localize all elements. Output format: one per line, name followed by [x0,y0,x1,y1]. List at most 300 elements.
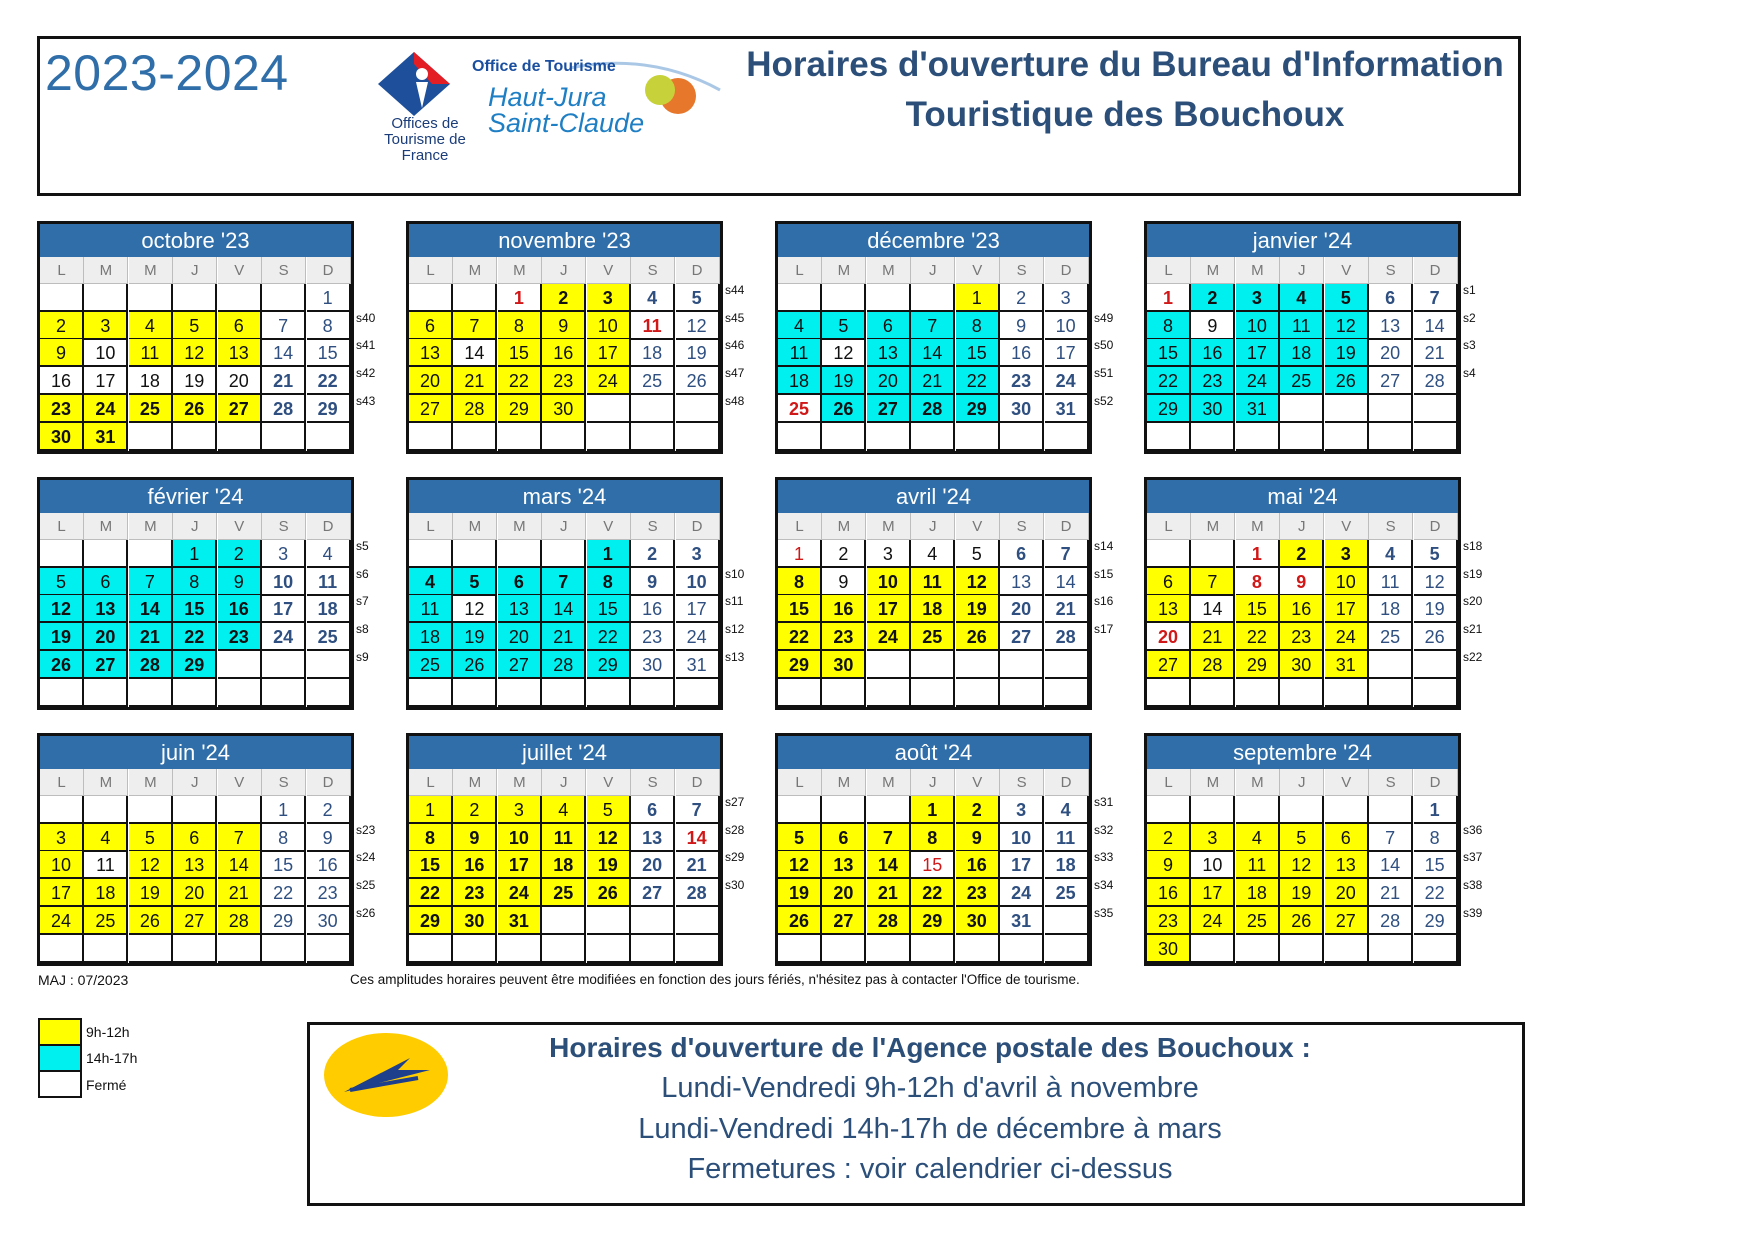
week-number: s32 [1094,822,1114,837]
day-cell [822,284,866,312]
day-cell [453,679,497,707]
week-number: s34 [1094,878,1114,893]
day-header: S [1369,257,1413,284]
day-header: D [1045,769,1089,796]
day-header: V [218,257,262,284]
day-cell: 5 [587,796,631,824]
day-header: M [1191,513,1235,540]
day-cell: 5 [956,540,1000,568]
week-number: s9 [356,649,369,664]
day-cell [498,935,542,963]
day-header: J [173,769,217,796]
day-cell: 29 [409,907,453,935]
day-cell: 16 [822,595,866,623]
day-cell [307,679,351,707]
day-cell: 20 [1000,595,1044,623]
day-cell: 20 [1325,879,1369,907]
day-cell: 8 [956,312,1000,340]
day-cell: 22 [778,623,822,651]
day-header: L [778,513,822,540]
day-cell: 2 [453,796,497,824]
day-cell: 13 [1147,595,1191,623]
day-cell: 1 [911,796,955,824]
day-cell: 30 [1280,651,1324,679]
day-cell [822,423,866,451]
day-cell: 15 [498,339,542,367]
day-header: D [1045,257,1089,284]
day-cell: 12 [956,568,1000,596]
day-cell: 7 [676,796,720,824]
day-cell: 20 [867,367,911,395]
week-number: s45 [725,310,745,325]
month-calendar [37,733,354,966]
day-cell: 16 [1000,339,1044,367]
day-header: S [262,769,306,796]
day-cell [956,679,1000,707]
day-cell: 5 [676,284,720,312]
day-cell [1414,935,1458,963]
week-number: s6 [356,566,369,581]
day-cell [631,935,675,963]
day-cell [173,423,217,451]
day-cell: 20 [84,623,128,651]
day-cell: 8 [307,312,351,340]
day-cell [867,651,911,679]
day-cell: 31 [498,907,542,935]
day-cell: 16 [631,595,675,623]
day-header: L [40,513,84,540]
day-cell: 15 [587,595,631,623]
day-cell: 21 [1191,623,1235,651]
day-cell [867,935,911,963]
day-cell: 29 [1236,651,1280,679]
day-cell: 18 [1045,851,1089,879]
day-cell: 11 [778,339,822,367]
day-cell [867,679,911,707]
week-number: s19 [1463,566,1483,581]
day-cell [1369,423,1413,451]
day-cell: 20 [822,879,866,907]
day-cell: 12 [1325,312,1369,340]
day-cell: 24 [1236,367,1280,395]
post-office-line3: Fermetures : voir calendrier ci-dessus [687,1153,1173,1185]
day-cell: 10 [867,568,911,596]
week-number: s18 [1463,539,1483,553]
day-cell: 19 [956,595,1000,623]
week-number: s10 [725,566,745,581]
day-header: M [867,513,911,540]
day-cell: 1 [262,796,306,824]
day-cell: 28 [1045,623,1089,651]
day-cell: 27 [867,395,911,423]
day-cell [1045,423,1089,451]
day-cell: 23 [453,879,497,907]
day-cell: 16 [1191,339,1235,367]
week-number: s29 [725,850,745,865]
week-number: s15 [1094,566,1114,581]
day-cell: 16 [40,367,84,395]
day-cell: 15 [262,851,306,879]
day-cell: 29 [262,907,306,935]
day-cell: 28 [1369,907,1413,935]
day-cell: 27 [631,879,675,907]
day-cell [778,796,822,824]
day-cell: 19 [40,623,84,651]
day-cell: 6 [631,796,675,824]
day-cell: 14 [1191,595,1235,623]
day-header: L [778,769,822,796]
day-cell: 21 [453,367,497,395]
day-cell: 14 [676,824,720,852]
day-cell: 19 [778,879,822,907]
day-cell [676,679,720,707]
day-cell: 30 [453,907,497,935]
day-cell [542,935,586,963]
day-cell: 25 [84,907,128,935]
day-cell [1369,796,1413,824]
day-header: L [1147,769,1191,796]
day-cell [822,796,866,824]
day-cell: 6 [173,824,217,852]
week-number: s44 [725,283,745,297]
day-cell: 22 [587,623,631,651]
day-cell: 24 [262,623,306,651]
day-cell: 22 [1236,623,1280,651]
week-number: s26 [356,905,376,920]
day-cell: 25 [1280,367,1324,395]
day-cell: 26 [587,879,631,907]
day-header: L [409,769,453,796]
month-title: juillet '24 [409,736,720,769]
week-number: s39 [1463,905,1483,920]
day-cell: 28 [867,907,911,935]
day-cell: 1 [1147,284,1191,312]
day-cell: 10 [262,568,306,596]
day-cell: 15 [1147,339,1191,367]
day-cell: 10 [84,339,128,367]
day-cell: 23 [307,879,351,907]
day-cell: 17 [1191,879,1235,907]
day-cell [911,423,955,451]
week-number: s24 [356,850,376,865]
day-cell: 5 [129,824,173,852]
day-cell: 7 [262,312,306,340]
day-header: V [587,513,631,540]
day-cell: 2 [542,284,586,312]
day-cell [1147,679,1191,707]
day-cell: 28 [542,651,586,679]
day-cell: 13 [867,339,911,367]
day-cell: 28 [129,651,173,679]
update-date: MAJ : 07/2023 [38,972,129,988]
legend-label-afternoon: 14h-17h [86,1050,138,1066]
month-calendar [406,733,723,966]
week-number: s5 [356,539,369,553]
day-cell: 7 [1191,568,1235,596]
day-cell [676,907,720,935]
day-cell [587,907,631,935]
day-cell: 3 [1045,284,1089,312]
day-cell: 12 [778,851,822,879]
day-header: M [867,257,911,284]
day-cell: 16 [542,339,586,367]
day-cell [631,907,675,935]
day-cell [40,796,84,824]
day-cell: 15 [1414,851,1458,879]
day-cell: 11 [1369,568,1413,596]
day-cell: 21 [911,367,955,395]
day-header: M [867,769,911,796]
legend-swatch-morning [38,1018,82,1046]
day-header: M [498,513,542,540]
week-number: s28 [725,822,745,837]
day-cell: 21 [676,851,720,879]
day-cell: 30 [1147,935,1191,963]
day-cell: 2 [1280,540,1324,568]
day-cell: 13 [498,595,542,623]
day-cell: 26 [778,907,822,935]
day-header: J [1280,257,1324,284]
day-cell: 19 [1280,879,1324,907]
day-cell: 5 [1325,284,1369,312]
day-cell: 13 [173,851,217,879]
day-cell: 23 [822,623,866,651]
week-number: s48 [725,393,745,408]
day-cell: 31 [1045,395,1089,423]
day-cell [262,651,306,679]
day-cell: 6 [498,568,542,596]
day-cell: 28 [1414,367,1458,395]
day-cell: 10 [587,312,631,340]
day-header: S [262,513,306,540]
day-cell: 19 [173,367,217,395]
day-cell [218,796,262,824]
day-cell [1280,423,1324,451]
day-cell [1000,423,1044,451]
day-cell [84,284,128,312]
day-header: L [40,769,84,796]
day-cell: 25 [1236,907,1280,935]
day-cell: 22 [1414,879,1458,907]
day-cell: 26 [822,395,866,423]
day-cell: 7 [129,568,173,596]
week-number: s22 [1463,649,1483,664]
day-header: M [453,769,497,796]
day-cell: 11 [1045,824,1089,852]
day-header: M [129,257,173,284]
day-cell: 2 [1000,284,1044,312]
day-cell: 10 [1191,851,1235,879]
day-cell: 26 [129,907,173,935]
day-cell: 28 [262,395,306,423]
day-cell [1045,935,1089,963]
day-cell [409,540,453,568]
day-cell: 29 [911,907,955,935]
week-number: s13 [725,649,745,664]
day-cell: 9 [307,824,351,852]
month-calendar [1144,221,1461,454]
day-cell: 29 [587,651,631,679]
day-cell: 13 [822,851,866,879]
day-cell [498,540,542,568]
day-cell [40,284,84,312]
day-cell: 15 [409,851,453,879]
day-header: D [676,257,720,284]
day-cell: 18 [129,367,173,395]
day-cell: 11 [409,595,453,623]
day-cell: 6 [867,312,911,340]
day-cell: 29 [1414,907,1458,935]
day-cell [867,284,911,312]
day-cell: 23 [1000,367,1044,395]
day-cell: 2 [956,796,1000,824]
day-cell [1147,540,1191,568]
month-calendar [775,477,1092,710]
day-cell [956,423,1000,451]
day-header: J [911,769,955,796]
day-header: V [956,769,1000,796]
day-header: D [307,769,351,796]
day-cell: 10 [1000,824,1044,852]
day-cell [1414,423,1458,451]
day-cell: 1 [778,540,822,568]
day-cell [822,679,866,707]
day-cell: 4 [778,312,822,340]
day-cell: 26 [1325,367,1369,395]
day-cell [1325,935,1369,963]
day-cell: 10 [498,824,542,852]
day-cell: 27 [409,395,453,423]
day-cell: 22 [409,879,453,907]
post-office-line2: Lundi-Vendredi 14h-17h de décembre à mars [638,1113,1222,1145]
day-header: M [1236,513,1280,540]
week-number: s11 [725,594,744,609]
day-cell [956,935,1000,963]
day-cell: 18 [1369,595,1413,623]
post-office-title: Horaires d'ouverture de l'Agence postale des Bouchoux : [549,1032,1311,1063]
day-cell: 14 [453,339,497,367]
day-header: D [1045,513,1089,540]
day-cell: 20 [218,367,262,395]
day-cell [911,651,955,679]
day-cell: 1 [307,284,351,312]
day-cell: 15 [1236,595,1280,623]
week-number: s23 [356,822,376,837]
day-cell: 6 [1369,284,1413,312]
day-header: L [40,257,84,284]
day-cell: 21 [867,879,911,907]
day-cell: 1 [498,284,542,312]
day-cell: 7 [867,824,911,852]
day-cell: 5 [778,824,822,852]
week-number: s17 [1094,622,1114,637]
day-cell: 3 [1000,796,1044,824]
day-cell: 11 [542,824,586,852]
day-cell [1280,679,1324,707]
day-cell [84,935,128,963]
day-header: M [498,769,542,796]
day-cell [84,540,128,568]
day-cell [1045,651,1089,679]
day-cell: 31 [676,651,720,679]
day-cell [676,935,720,963]
day-cell: 16 [453,851,497,879]
day-cell: 3 [587,284,631,312]
day-header: V [218,513,262,540]
day-cell: 22 [173,623,217,651]
day-cell: 30 [307,907,351,935]
day-cell: 4 [129,312,173,340]
day-cell [129,796,173,824]
day-cell: 5 [822,312,866,340]
day-cell: 18 [631,339,675,367]
day-cell: 11 [911,568,955,596]
day-cell: 28 [453,395,497,423]
day-header: S [631,257,675,284]
day-cell: 9 [956,824,1000,852]
day-cell: 20 [173,879,217,907]
day-cell: 20 [1147,623,1191,651]
day-header: V [1325,257,1369,284]
day-cell [778,423,822,451]
day-header: M [84,257,128,284]
day-cell [1280,935,1324,963]
day-cell [1236,679,1280,707]
day-cell: 23 [542,367,586,395]
day-cell: 31 [1000,907,1044,935]
day-cell: 8 [262,824,306,852]
month-calendar [406,221,723,454]
day-cell: 28 [676,879,720,907]
month-title: avril '24 [778,480,1089,513]
week-number: s1 [1463,283,1476,297]
day-cell: 25 [542,879,586,907]
month-title: mai '24 [1147,480,1458,513]
day-cell: 2 [822,540,866,568]
day-cell: 1 [173,540,217,568]
month-title: septembre '24 [1147,736,1458,769]
day-header: J [911,257,955,284]
day-cell: 22 [262,879,306,907]
day-cell: 30 [956,907,1000,935]
day-cell [409,935,453,963]
day-header: V [587,257,631,284]
day-cell: 25 [911,623,955,651]
day-cell: 9 [1000,312,1044,340]
day-cell: 31 [1236,395,1280,423]
day-cell [587,395,631,423]
day-cell: 3 [262,540,306,568]
day-cell: 5 [453,568,497,596]
week-number: s37 [1463,850,1483,865]
day-cell: 21 [129,623,173,651]
haut-jura-logo-top: Office de Tourisme [472,58,616,75]
day-cell: 16 [1280,595,1324,623]
day-cell: 23 [1280,623,1324,651]
day-cell: 11 [631,312,675,340]
day-cell: 27 [173,907,217,935]
day-cell: 20 [631,851,675,879]
day-cell: 12 [587,824,631,852]
day-cell [1369,651,1413,679]
day-cell: 18 [911,595,955,623]
day-cell: 15 [307,339,351,367]
week-number: s25 [356,878,376,893]
week-number: s52 [1094,393,1114,408]
day-cell [1414,395,1458,423]
day-header: J [542,513,586,540]
day-cell [129,284,173,312]
